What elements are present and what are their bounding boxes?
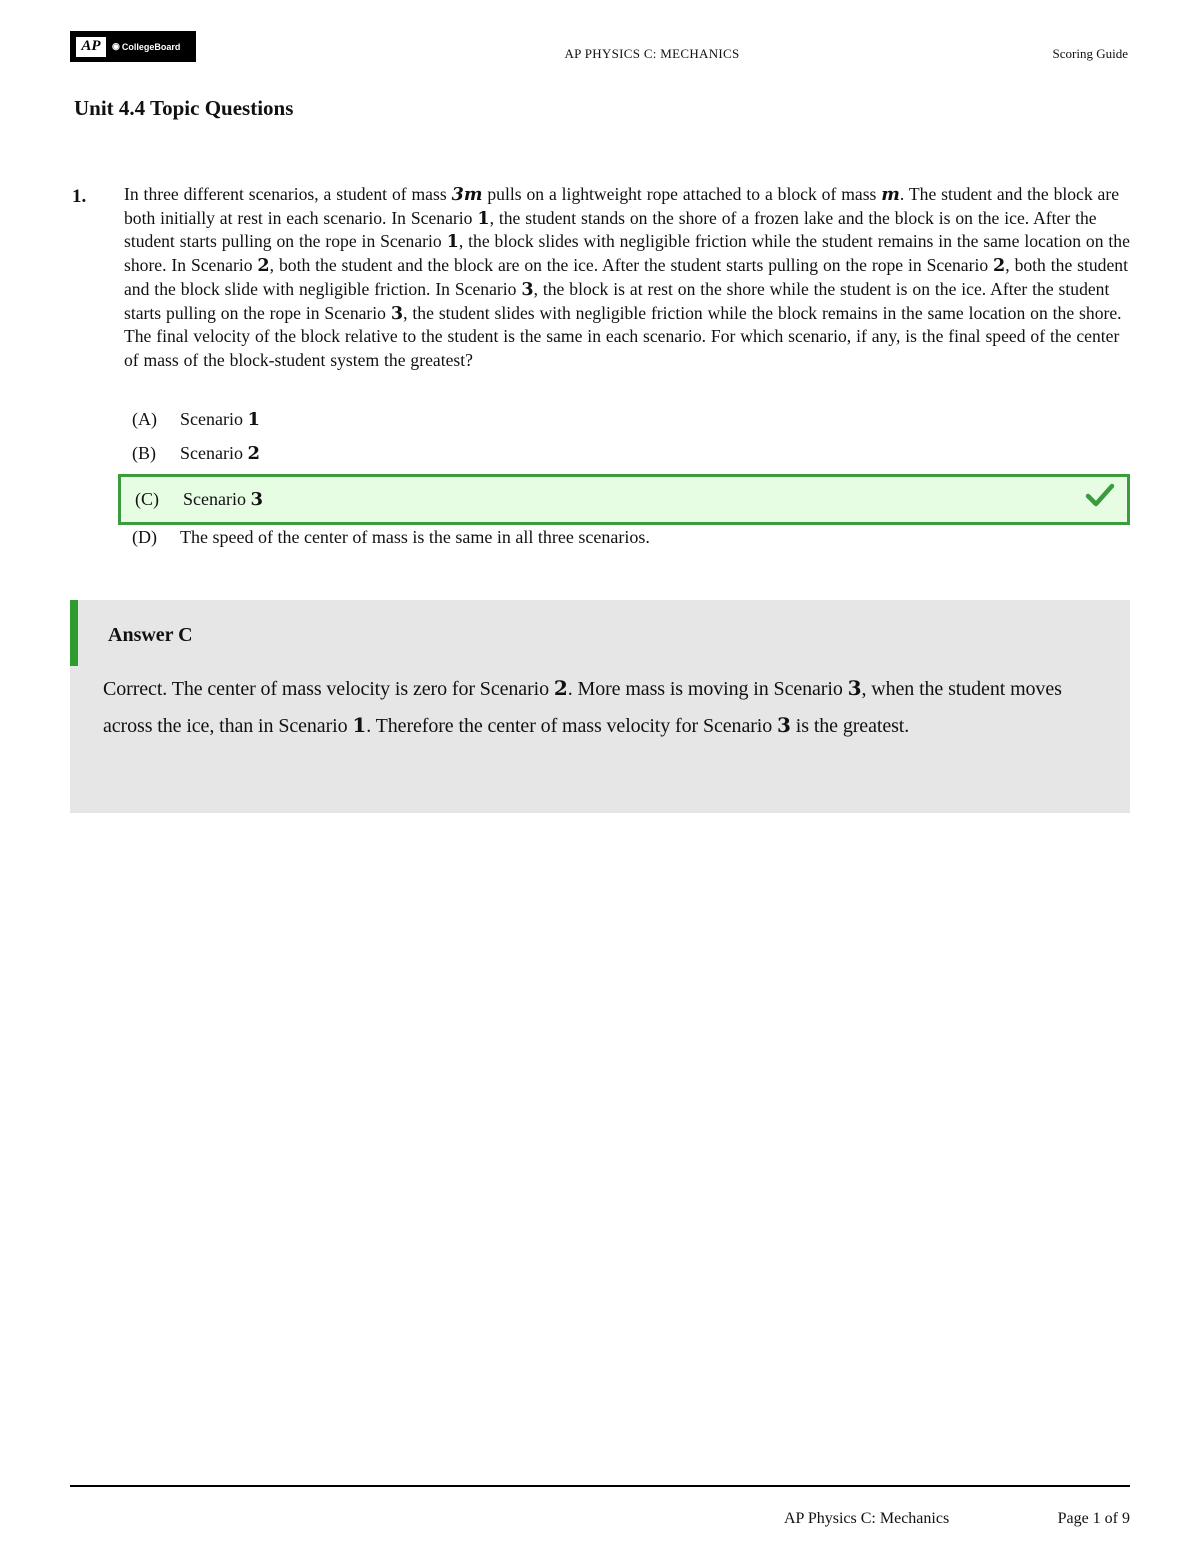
question-text-segment: , the student stands on the shore of a frozen lake and the block is on the ice. After the student starts pulling on the rope in Scenario [124,207,1097,252]
footer-page-number: Page 1 of 9 [1057,1510,1130,1527]
question-text-segment: . The student and the block are both initially at rest in each scenario. In Scenario [124,184,1120,228]
answer-explanation-text [103,671,1113,744]
question-text-segment: pulls on a lightweight rope attached to a block of mass [482,184,882,204]
math-variable: 3m [451,184,483,205]
scenario-number: 1 [446,231,459,253]
choice-a[interactable] [118,402,1130,436]
choice-b[interactable] [118,436,1130,470]
scenario-number: 3 [250,489,264,510]
choice-label [183,489,263,510]
choice-c-correct[interactable] [118,474,1130,525]
scenario-number: 2 [257,255,270,277]
choice-label [180,409,260,430]
choice-letter: (C) [135,489,159,509]
question-text-segment: , the block is at rest on the shore while the student is on the ice. After the student starts pulling on the rope in Scenario [124,278,1110,323]
choice-text: The speed of the center of mass is the same in all three scenarios. [180,526,650,547]
choice-label [180,443,260,464]
math-variable: m [881,184,900,205]
choice-letter: (D) [132,526,157,547]
answer-text-segment: , when the student moves across the ice, than in Scenario [103,678,1062,737]
header-course-title: AP PHYSICS C: MECHANICS [564,46,740,61]
choice-text: Scenario [180,408,248,429]
collegeboard-wordmark [112,41,180,52]
answer-accent-bar [70,600,78,666]
scenario-number: 3 [847,676,862,700]
choice-letter: (A) [132,408,157,429]
answer-text-segment: is the greatest. [790,714,910,737]
header-doc-type: Scoring Guide [1052,46,1128,61]
scenario-number: 3 [521,278,534,300]
answer-text-segment: . More mass is moving in Scenario [567,678,848,700]
scenario-number: 1 [247,408,261,430]
choice-letter: (B) [132,442,156,463]
page-title: Unit 4.4 Topic Questions [74,96,294,120]
scenario-number: 2 [247,442,261,464]
answer-explanation-box [70,600,1130,813]
scenario-number: 2 [553,676,568,700]
scenario-number: 2 [993,255,1006,277]
collegeboard-text: CollegeBoard [121,41,181,52]
scenario-number: 3 [777,712,791,737]
answer-text-segment: . Therefore the center of mass velocity for Scenario [366,714,778,737]
choice-d[interactable] [118,520,1130,554]
scenario-number: 3 [390,302,404,324]
ap-collegeboard-logo [70,31,196,62]
question-text-segment: , both the student and the block are on the ice. After the student starts pulling on the rope in Scenario [269,255,994,276]
question-text-segment: , the block slides with negligible friction while the student remains in the same location on the shore. In Scenario [124,231,1130,276]
choice-text: Scenario [183,489,251,509]
scenario-number: 1 [477,207,490,229]
footer-course: AP Physics C: Mechanics [784,1510,950,1527]
answer-text-segment: Correct. The center of mass velocity is zero for Scenario [103,678,554,700]
choice-text: Scenario [180,442,248,463]
choice-label [180,527,650,548]
scenario-number: 1 [352,712,367,737]
answer-title: Answer C [108,624,193,646]
acorn-icon: ◉ [112,41,120,51]
question-text-segment: In three different scenarios, a student of mass [124,184,452,204]
question-text-segment: , both the student and the block slide with negligible friction. In Scenario [124,255,1128,299]
question-text [124,183,1130,373]
question-text-segment: , the student slides with negligible friction while the block remains in the same location on the shore. The final velocity of the block relative to the student is the same in each scenario. For which scenario, if any, is the final speed of the center of mass of the block-student system the greatest? [124,302,1122,370]
checkmark-icon [1085,480,1115,510]
footer-divider [70,1485,1130,1487]
ap-logo-mark: AP [76,37,106,57]
question-number: 1. [72,186,87,207]
